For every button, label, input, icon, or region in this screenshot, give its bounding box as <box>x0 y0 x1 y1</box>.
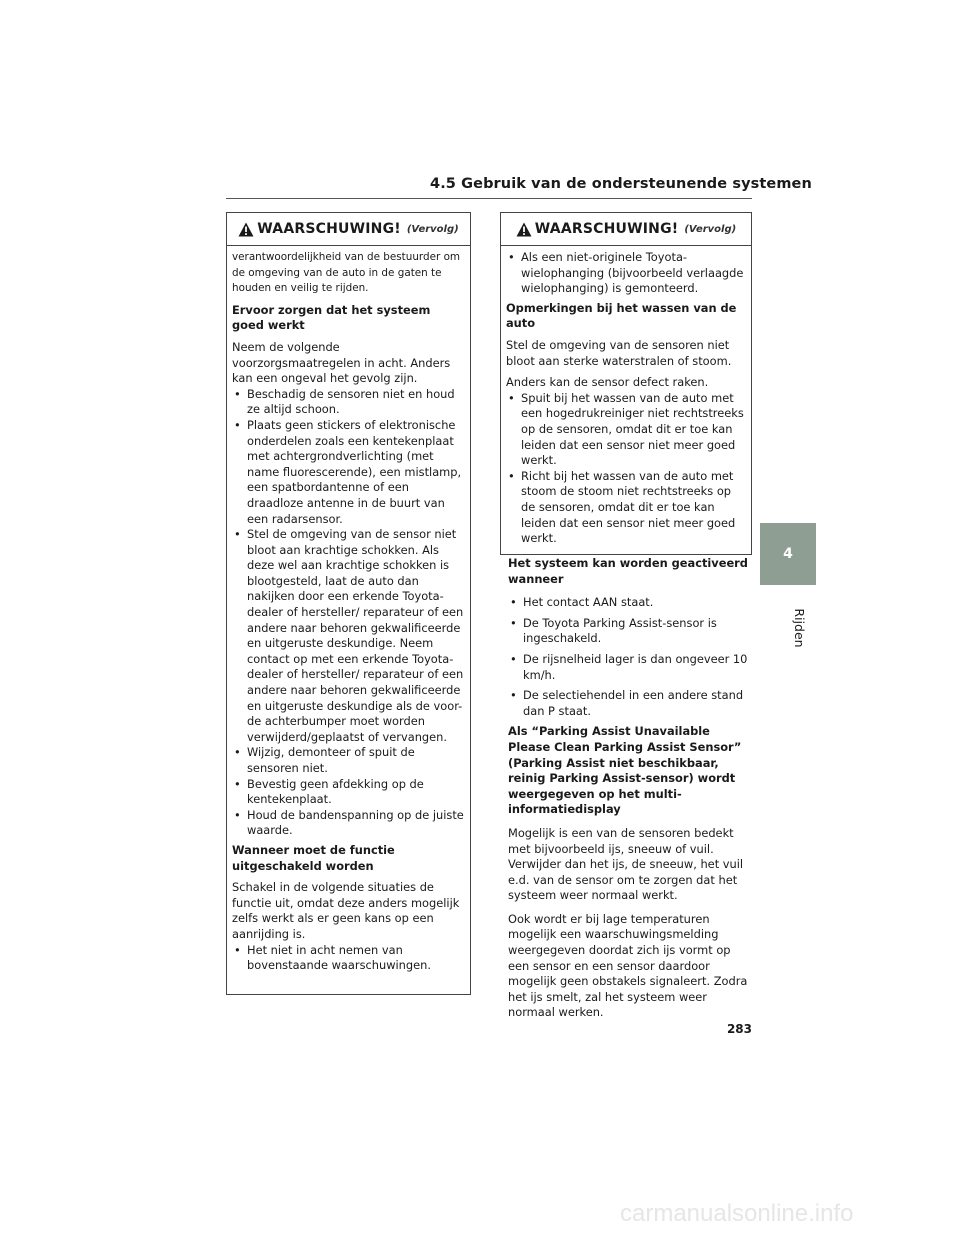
list-item: • Richt bij het wassen van de auto met stoom de stoom niet rechtstreeks op de sensoren, omdat dit er toe kan leiden dat een sensor niet meer goed werkt. <box>506 469 745 547</box>
header-divider <box>226 198 752 199</box>
warning-title: WAARSCHUWING! <box>534 221 679 237</box>
chapter-label: Rijden <box>792 608 807 648</box>
warning-header <box>501 213 751 246</box>
warning-box-right <box>500 212 752 555</box>
warning-bullet-list <box>506 391 745 547</box>
list-item: • De Toyota Parking Assist-sensor is ingeschakeld. <box>508 616 752 647</box>
warning-title: WAARSCHUWING! <box>257 221 401 237</box>
warning-intro: verantwoordelijkheid van de bestuurder om de omgeving van de auto in de gaten te houden en veilig te rijden. <box>232 251 461 295</box>
list-item: • Bevestig geen afdekking op de kentekenplaat. <box>232 777 464 808</box>
list-item: • De rijsnelheid lager is dan ongeveer 10 km/h. <box>508 652 752 683</box>
warning-triangle-icon <box>238 222 254 237</box>
warning-triangle-icon <box>516 222 532 237</box>
watermark: carmanualsonline.info <box>620 1200 854 1227</box>
list-item: • Het niet in acht nemen van bovenstaande waarschuwingen. <box>232 943 464 974</box>
body-paragraph: Mogelijk is een van de sensoren bedekt met bijvoorbeeld ijs, sneeuw of vuil. Verwijder dan het ijs, de sneeuw, het vuil e.d. van de sensor om te zorgen dat het systeem weer normaal werkt. <box>508 825 744 903</box>
body-paragraph: Ook wordt er bij lage temperaturen mogelijk een waarschuwingsmelding weergegeven doordat zich ijs vormt op een sensor en een sensor daardoor mogelijk geen obstakels signaleert. Zodra het ijs smelt, zal het systeem weer normaal werken. <box>508 911 748 1020</box>
list-item: • Wijzig, demonteer of spuit de sensoren niet. <box>232 745 464 776</box>
list-item: • Als een niet-originele Toyota-wielophanging (bijvoorbeeld verlaagde wielophanging) is gemonteerd. <box>506 250 745 297</box>
warning-heading: Opmerkingen bij het wassen van de auto <box>506 300 737 331</box>
warning-heading: Wanneer moet de functie uitgeschakeld worden <box>232 842 395 873</box>
warning-paragraph: Anders kan de sensor defect raken. <box>506 375 709 390</box>
warning-continued: (Vervolg) <box>406 223 459 235</box>
list-item: • Beschadig de sensoren niet en houd ze altijd schoon. <box>232 387 464 418</box>
section-heading: Het systeem kan worden geactiveerd wanneer <box>508 556 748 586</box>
chapter-number: 4 <box>783 546 793 562</box>
list-item: • Het contact AAN staat. <box>508 595 752 611</box>
right-column-content <box>508 556 752 1029</box>
list-item: • Spuit bij het wassen van de auto met een hogedrukreiniger niet rechtstreeks op de sensoren, omdat dit er toe kan leiden dat een sensor niet meer goed werkt. <box>506 391 745 469</box>
warning-paragraph: Neem de volgende voorzorgsmaatregelen in acht. Anders kan een ongeval het gevolg zijn. <box>232 339 451 386</box>
list-item: • De selectiehendel in een andere stand dan P staat. <box>508 688 752 719</box>
warning-bullet-list <box>232 943 464 974</box>
warning-box-left <box>226 212 471 995</box>
page-number: 283 <box>726 1022 752 1036</box>
list-item: • Stel de omgeving van de sensor niet bloot aan krachtige schokken. Als deze wel aan krachtige schokken is blootgesteld, laat de auto dan nakijken door een erkende Toyota-dealer of hersteller/ reparateur of een andere naar behoren gekwalificeerde en uitgeruste deskundige. Neem contact op met een erkende Toyota-dealer of hersteller/ reparateur of een andere naar behoren gekwalificeerde en uitgeruste deskundige als de voor- de achterbumper moet worden verwijderd/geplaatst of vervangen. <box>232 527 464 745</box>
warning-bullet-list <box>232 387 464 839</box>
list-item: • Plaats geen stickers of elektronische onderdelen zoals een kentekenplaat met achtergrondverlichting (met name fluorescerende), een mistlamp, een spatbordantenne of een draadloze antenne in de buurt van een radarsensor. <box>232 418 464 527</box>
warning-paragraph: Stel de omgeving van de sensoren niet bloot aan sterke waterstralen of stoom. <box>506 337 732 368</box>
section-heading: Als “Parking Assist Unavailable Please Clean Parking Assist Sensor” (Parking Assist niet beschikbaar, reinig Parking Assist-sensor) wordt weergegeven op het multi-informatiedisplay <box>508 724 742 817</box>
warning-paragraph: Schakel in de volgende situaties de functie uit, omdat deze anders mogelijk zelfs werkt als er geen kans op een aanrijding is. <box>232 880 460 941</box>
warning-heading: Ervoor zorgen dat het systeem goed werkt <box>232 302 431 333</box>
warning-bullet-list <box>506 250 745 297</box>
warning-header <box>227 213 470 246</box>
list-item: • Houd de bandenspanning op de juiste waarde. <box>232 808 464 839</box>
activation-conditions-list <box>508 595 752 719</box>
section-title: 4.5 Gebruik van de ondersteunende systemen <box>430 176 812 192</box>
warning-continued: (Vervolg) <box>684 223 737 235</box>
